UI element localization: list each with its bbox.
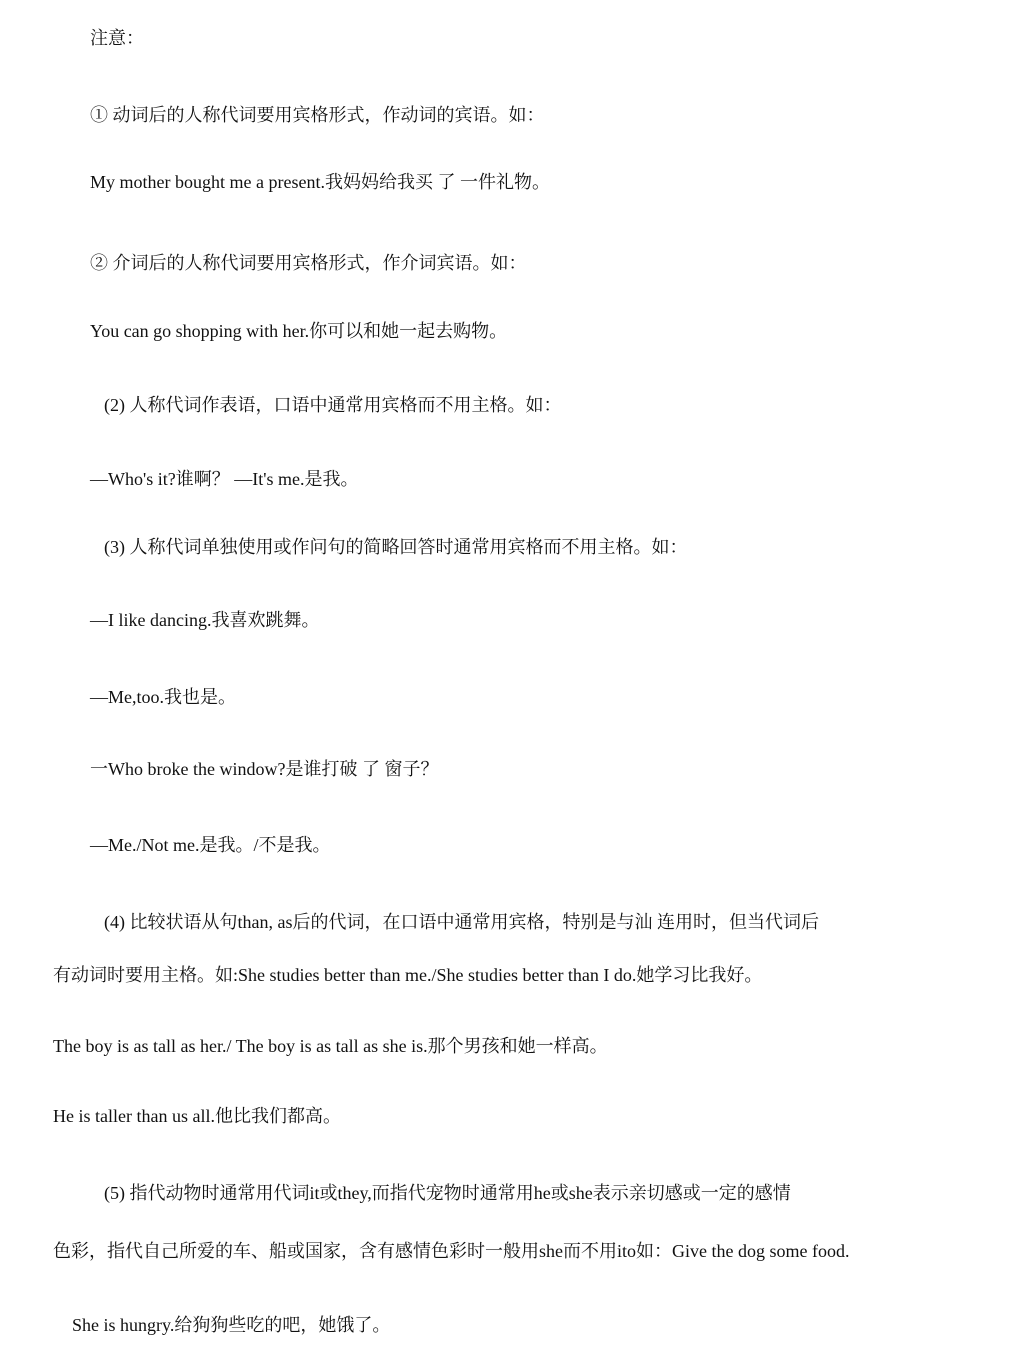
example-dialogue-3a: 一Who broke the window?是谁打破 了 窗子？ (90, 759, 439, 779)
example-comparison-2: He is taller than us all.他比我们都高。 (53, 1106, 341, 1126)
example-dialogue-3b: —Me./Not me.是我。/不是我。 (90, 835, 331, 855)
rule-1-verb-object: ① 动词后的人称代词要用宾格形式，作动词的宾语。如： (90, 105, 545, 125)
rule-comparison-cont: 有动词时要用主格。如:She studies better than me./She studies better than I do.她学习比我好。 (53, 965, 763, 985)
rule-animals-cont: 色彩，指代自己所爱的车、船或国家，含有感情色彩时一般用she而不用ito如：Give the dog some food. (53, 1241, 850, 1261)
rule-comparison: (4) 比较状语从句than, as后的代词，在口语中通常用宾格，特别是与汕 连用时，但当代词后 (104, 912, 819, 932)
rule-animals: (5) 指代动物时通常用代词it或they,而指代宠物时通常用he或she表示亲切感或一定的感情 (104, 1183, 791, 1203)
example-1: My mother bought me a present.我妈妈给我买 了 一件礼物。 (90, 172, 550, 192)
rule-predicative: (2) 人称代词作表语，口语中通常用宾格而不用主格。如： (104, 395, 562, 415)
rule-short-answer: (3) 人称代词单独使用或作问句的简略回答时通常用宾格而不用主格。如： (104, 537, 688, 557)
rule-2-preposition-object: ② 介词后的人称代词要用宾格形式，作介词宾语。如： (90, 253, 527, 273)
example-2: You can go shopping with her.你可以和她一起去购物。 (90, 321, 508, 341)
example-dialogue-1: —Who's it?谁啊？ —It's me.是我。 (90, 469, 359, 489)
example-animals: She is hungry.给狗狗些吃的吧，她饿了。 (72, 1315, 391, 1335)
example-comparison-1: The boy is as tall as her./ The boy is as tall as she is.那个男孩和她一样高。 (53, 1036, 608, 1056)
example-dialogue-2a: —I like dancing.我喜欢跳舞。 (90, 610, 320, 630)
note-heading: 注意： (90, 28, 144, 48)
example-dialogue-2b: —Me,too.我也是。 (90, 687, 236, 707)
